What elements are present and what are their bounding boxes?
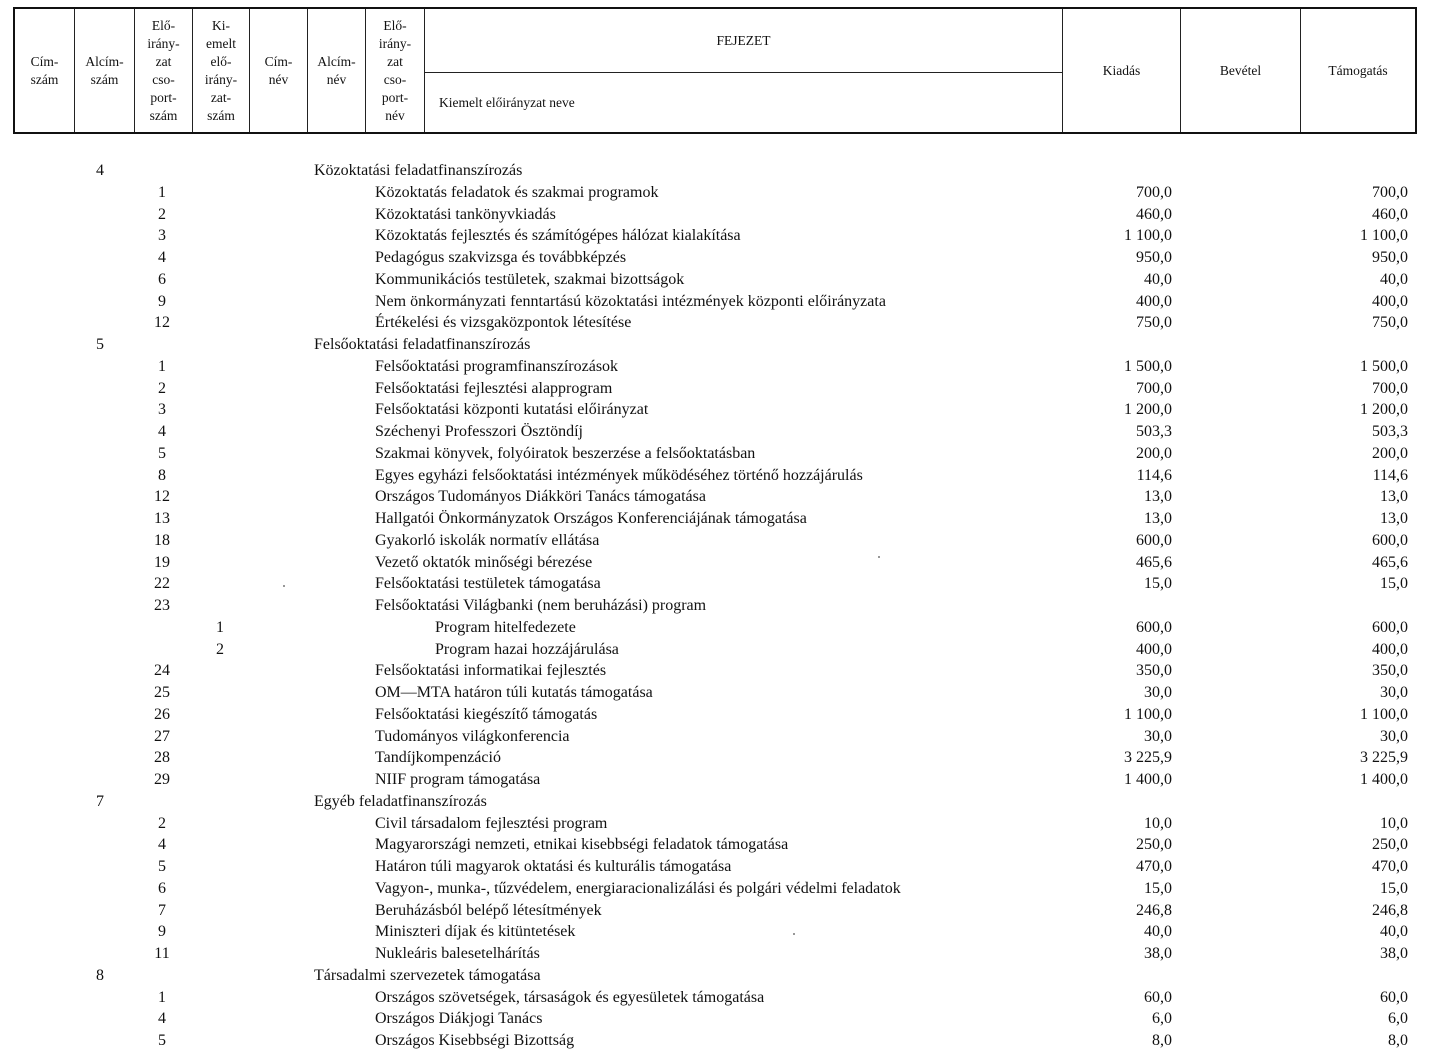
- table-row: [0, 225, 1430, 247]
- kiadas-value: 40,0: [1144, 923, 1172, 941]
- tamogatas-value: 700,0: [1372, 183, 1408, 201]
- alcim-szam: 23: [154, 597, 170, 614]
- table-row: [0, 399, 1430, 421]
- alcim-szam: 1: [158, 988, 166, 1006]
- tamogatas-value: 246,8: [1372, 901, 1408, 919]
- alcim-szam: 3: [158, 401, 166, 419]
- tamogatas-value: 13,0: [1380, 510, 1408, 527]
- alcim-nev: Közoktatás fejlesztés és számítógépes hálózat kialakítása: [375, 227, 741, 245]
- table-row: [0, 747, 1430, 769]
- header-eloiranyzat-csoportszam: Elő- irány- zat cso- port- szám: [135, 9, 193, 132]
- kiemelt-szam: 2: [216, 640, 224, 658]
- table-row: [0, 508, 1430, 530]
- cim-szam: 5: [96, 336, 104, 353]
- table-row: [0, 595, 1430, 617]
- header-eloiranyzat-csoportnev: Elő- irány- zat cso- port- név: [366, 9, 425, 132]
- alcim-szam: 9: [158, 923, 166, 941]
- alcim-nev: NIIF program támogatása: [375, 771, 541, 788]
- alcim-szam: 4: [158, 249, 166, 266]
- tamogatas-value: 10,0: [1380, 814, 1408, 832]
- kiadas-value: 350,0: [1136, 662, 1172, 680]
- alcim-nev: Felsőoktatási Világbanki (nem beruházási) program: [375, 597, 707, 614]
- kiadas-value: 250,0: [1136, 836, 1172, 854]
- cim-szam: 7: [96, 792, 104, 810]
- kiadas-value: 200,0: [1136, 444, 1172, 462]
- cim-nev: Társadalmi szervezetek támogatása: [314, 966, 541, 984]
- alcim-nev: Országos szövetségek, társaságok és egyesületek támogatása: [375, 988, 765, 1006]
- alcim-szam: 5: [158, 1032, 166, 1049]
- table-row: [0, 530, 1430, 552]
- alcim-szam: 2: [158, 814, 166, 832]
- tamogatas-value: 503,3: [1372, 423, 1408, 440]
- alcim-nev: Országos Diákjogi Tanács: [375, 1010, 543, 1028]
- kiemelt-nev: Program hazai hozzájárulása: [435, 640, 619, 658]
- cim-nev: Közoktatási feladatfinanszírozás: [314, 162, 523, 179]
- kiadas-value: 750,0: [1136, 314, 1172, 332]
- table-row: [0, 682, 1430, 704]
- kiadas-value: 13,0: [1144, 510, 1172, 527]
- alcim-szam: 25: [154, 684, 170, 701]
- kiadas-value: 1 500,0: [1124, 357, 1172, 375]
- alcim-nev: Nem önkormányzati fenntartású közoktatási intézmények központi előirányzata: [375, 292, 886, 310]
- alcim-nev: Közoktatás feladatok és szakmai programok: [375, 183, 659, 201]
- header-bevetel: Bevétel: [1181, 9, 1301, 132]
- alcim-nev: Felsőoktatási központi kutatási előirányzat: [375, 401, 649, 419]
- budget-rows: [0, 160, 1430, 1052]
- tamogatas-value: 600,0: [1372, 531, 1408, 549]
- kiadas-value: 30,0: [1144, 727, 1172, 745]
- alcim-nev: Felsőoktatási testületek támogatása: [375, 575, 601, 593]
- alcim-nev: Gyakorló iskolák normatív ellátása: [375, 531, 600, 549]
- alcim-nev: Magyarországi nemzeti, etnikai kisebbségi feladatok támogatása: [375, 836, 789, 854]
- kiadas-value: 246,8: [1136, 901, 1172, 919]
- alcim-nev: Közoktatási tankönyvkiadás: [375, 205, 556, 223]
- tamogatas-value: 1 500,0: [1360, 357, 1408, 375]
- alcim-nev: Felsőoktatási programfinanszírozások: [375, 357, 619, 375]
- alcim-szam: 9: [158, 292, 166, 310]
- table-row: [0, 878, 1430, 900]
- alcim-szam: 1: [158, 357, 166, 375]
- tamogatas-value: 3 225,9: [1360, 749, 1408, 767]
- alcim-szam: 8: [158, 466, 166, 484]
- kiadas-value: 15,0: [1144, 575, 1172, 593]
- alcim-nev: Tudományos világkonferencia: [375, 727, 570, 745]
- kiadas-value: 1 100,0: [1124, 227, 1172, 245]
- alcim-szam: 4: [158, 1010, 166, 1028]
- table-row: [0, 160, 1430, 182]
- kiadas-value: 38,0: [1144, 945, 1172, 962]
- table-row: [0, 921, 1430, 943]
- table-row: [0, 421, 1430, 443]
- table-row: [0, 769, 1430, 791]
- table-row: [0, 486, 1430, 508]
- kiadas-value: 600,0: [1136, 618, 1172, 636]
- alcim-szam: 13: [154, 510, 170, 527]
- alcim-nev: Tandíjkompenzáció: [375, 749, 501, 767]
- header-alcimszam: Alcím- szám: [75, 9, 135, 132]
- alcim-szam: 1: [158, 183, 166, 201]
- tamogatas-value: 250,0: [1372, 836, 1408, 854]
- tamogatas-value: 1 400,0: [1360, 771, 1408, 788]
- table-row: [0, 813, 1430, 835]
- alcim-szam: 22: [154, 575, 170, 593]
- tamogatas-value: 400,0: [1372, 292, 1408, 310]
- kiemelt-szam: 1: [216, 618, 224, 636]
- table-row: [0, 247, 1430, 269]
- alcim-nev: Országos Tudományos Diákköri Tanács támogatása: [375, 488, 706, 506]
- kiadas-value: 1 100,0: [1124, 705, 1172, 723]
- scan-speck: [793, 933, 795, 935]
- table-row: [0, 312, 1430, 334]
- table-row: [0, 204, 1430, 226]
- kiadas-value: 400,0: [1136, 292, 1172, 310]
- alcim-nev: Egyes egyházi felsőoktatási intézmények működéséhez történő hozzájárulás: [375, 466, 863, 484]
- alcim-szam: 4: [158, 423, 166, 440]
- header-cimnev: Cím- név: [250, 9, 308, 132]
- cim-nev: Egyéb feladatfinanszírozás: [314, 792, 487, 810]
- table-row: [0, 900, 1430, 922]
- table-row: [0, 269, 1430, 291]
- alcim-szam: 11: [154, 945, 170, 962]
- cim-nev: Felsőoktatási feladatfinanszírozás: [314, 336, 531, 353]
- alcim-nev: Vezető oktatók minőségi bérezése: [375, 553, 593, 571]
- alcim-szam: 18: [154, 531, 170, 549]
- kiadas-value: 6,0: [1152, 1010, 1172, 1028]
- kiadas-value: 600,0: [1136, 531, 1172, 549]
- table-row: [0, 987, 1430, 1009]
- table-row: [0, 378, 1430, 400]
- table-row: [0, 552, 1430, 574]
- table-row: [0, 291, 1430, 313]
- alcim-szam: 6: [158, 270, 166, 288]
- kiadas-value: 470,0: [1136, 858, 1172, 875]
- kiadas-value: 114,6: [1136, 466, 1172, 484]
- kiadas-value: 460,0: [1136, 205, 1172, 223]
- kiemelt-nev: Program hitelfedezete: [435, 618, 576, 636]
- table-row: [0, 1030, 1430, 1052]
- tamogatas-value: 1 200,0: [1360, 401, 1408, 419]
- table-row: [0, 943, 1430, 965]
- kiadas-value: 8,0: [1152, 1032, 1172, 1049]
- kiadas-value: 950,0: [1136, 249, 1172, 266]
- tamogatas-value: 200,0: [1372, 444, 1408, 462]
- kiadas-value: 1 200,0: [1124, 401, 1172, 419]
- table-row: [0, 356, 1430, 378]
- cim-szam: 4: [96, 162, 104, 179]
- table-row: [0, 443, 1430, 465]
- alcim-nev: Felsőoktatási kiegészítő támogatás: [375, 705, 598, 723]
- table-row: [0, 660, 1430, 682]
- tamogatas-value: 40,0: [1380, 270, 1408, 288]
- alcim-szam: 5: [158, 858, 166, 875]
- alcim-nev: Határon túli magyarok oktatási és kulturális támogatása: [375, 858, 732, 875]
- alcim-nev: Vagyon-, munka-, tűzvédelem, energiaracionalizálási és polgári védelmi feladatok: [375, 879, 901, 897]
- alcim-nev: Hallgatói Önkormányzatok Országos Konferenciájának támogatása: [375, 510, 807, 527]
- header-alcimnev: Alcím- név: [308, 9, 366, 132]
- tamogatas-value: 465,6: [1372, 553, 1408, 571]
- alcim-nev: Széchenyi Professzori Ösztöndíj: [375, 423, 583, 440]
- kiadas-value: 1 400,0: [1124, 771, 1172, 788]
- kiadas-value: 30,0: [1144, 684, 1172, 701]
- alcim-szam: 29: [154, 771, 170, 788]
- table-row: [0, 465, 1430, 487]
- table-header: [13, 7, 1417, 134]
- tamogatas-value: 30,0: [1380, 727, 1408, 745]
- kiadas-value: 40,0: [1144, 270, 1172, 288]
- kiadas-value: 400,0: [1136, 640, 1172, 658]
- tamogatas-value: 13,0: [1380, 488, 1408, 506]
- alcim-szam: 19: [154, 553, 170, 571]
- tamogatas-value: 6,0: [1388, 1010, 1408, 1028]
- alcim-szam: 26: [154, 705, 170, 723]
- tamogatas-value: 30,0: [1380, 684, 1408, 701]
- alcim-nev: Miniszteri díjak és kitüntetések: [375, 923, 576, 941]
- header-cimszam: Cím- szám: [15, 9, 75, 132]
- alcim-nev: Értékelési és vizsgaközpontok létesítése: [375, 314, 632, 332]
- alcim-nev: Országos Kisebbségi Bizottság: [375, 1032, 575, 1049]
- tamogatas-value: 15,0: [1380, 879, 1408, 897]
- cim-szam: 8: [96, 966, 104, 984]
- alcim-szam: 24: [154, 662, 170, 680]
- tamogatas-value: 400,0: [1372, 640, 1408, 658]
- tamogatas-value: 470,0: [1372, 858, 1408, 875]
- table-row: [0, 726, 1430, 748]
- alcim-nev: Beruházásból belépő létesítmények: [375, 901, 602, 919]
- tamogatas-value: 350,0: [1372, 662, 1408, 680]
- tamogatas-value: 15,0: [1380, 575, 1408, 593]
- table-row: [0, 182, 1430, 204]
- kiadas-value: 10,0: [1144, 814, 1172, 832]
- header-kiemelt-eloiranyzat-szam: Ki- emelt elő- irány- zat- szám: [193, 9, 250, 132]
- alcim-nev: Civil társadalom fejlesztési program: [375, 814, 608, 832]
- header-tamogatas: Támogatás: [1328, 62, 1388, 78]
- tamogatas-value: 950,0: [1372, 249, 1408, 266]
- table-row: [0, 1008, 1430, 1030]
- alcim-nev: Felsőoktatási informatikai fejlesztés: [375, 662, 607, 680]
- tamogatas-value: 460,0: [1372, 205, 1408, 223]
- alcim-szam: 3: [158, 227, 166, 245]
- tamogatas-value: 700,0: [1372, 379, 1408, 397]
- tamogatas-value: 38,0: [1380, 945, 1408, 962]
- scan-speck: [283, 585, 285, 587]
- alcim-nev: OM—MTA határon túli kutatás támogatása: [375, 684, 653, 701]
- header-kiadas: Kiadás: [1063, 9, 1181, 132]
- alcim-szam: 4: [158, 836, 166, 854]
- header-kiemelt-nev: Kiemelt előirányzat neve: [425, 73, 1063, 132]
- alcim-szam: 28: [154, 749, 170, 767]
- alcim-szam: 12: [154, 314, 170, 332]
- scan-speck: [878, 556, 880, 558]
- alcim-nev: Kommunikációs testületek, szakmai bizottságok: [375, 270, 685, 288]
- alcim-szam: 27: [154, 727, 170, 745]
- tamogatas-value: 8,0: [1388, 1032, 1408, 1049]
- header-fejezet: FEJEZET: [425, 9, 1063, 73]
- kiadas-value: 700,0: [1136, 183, 1172, 201]
- table-row: [0, 617, 1430, 639]
- alcim-nev: Felsőoktatási fejlesztési alapprogram: [375, 379, 613, 397]
- tamogatas-value: 600,0: [1372, 618, 1408, 636]
- kiadas-value: 15,0: [1144, 879, 1172, 897]
- kiadas-value: 503,3: [1136, 423, 1172, 440]
- tamogatas-value: 750,0: [1372, 314, 1408, 332]
- tamogatas-value: 1 100,0: [1360, 227, 1408, 245]
- alcim-szam: 5: [158, 444, 166, 462]
- tamogatas-value: 40,0: [1380, 923, 1408, 941]
- table-row: [0, 334, 1430, 356]
- alcim-nev: Szakmai könyvek, folyóiratok beszerzése a felsőoktatásban: [375, 444, 756, 462]
- alcim-nev: Nukleáris balesetelhárítás: [375, 945, 540, 962]
- alcim-szam: 12: [154, 488, 170, 506]
- table-row: [0, 965, 1430, 987]
- table-row: [0, 856, 1430, 878]
- kiadas-value: 13,0: [1144, 488, 1172, 506]
- table-row: [0, 791, 1430, 813]
- alcim-szam: 7: [158, 901, 166, 919]
- alcim-szam: 2: [158, 205, 166, 223]
- kiadas-value: 700,0: [1136, 379, 1172, 397]
- tamogatas-value: 1 100,0: [1360, 705, 1408, 723]
- table-row: [0, 639, 1430, 661]
- table-row: [0, 573, 1430, 595]
- table-row: [0, 704, 1430, 726]
- tamogatas-value: 60,0: [1380, 988, 1408, 1006]
- table-row: [0, 834, 1430, 856]
- alcim-szam: 6: [158, 879, 166, 897]
- kiadas-value: 465,6: [1136, 553, 1172, 571]
- alcim-szam: 2: [158, 379, 166, 397]
- kiadas-value: 3 225,9: [1124, 749, 1172, 767]
- kiadas-value: 60,0: [1144, 988, 1172, 1006]
- tamogatas-value: 114,6: [1372, 466, 1408, 484]
- alcim-nev: Pedagógus szakvizsga és továbbképzés: [375, 249, 627, 266]
